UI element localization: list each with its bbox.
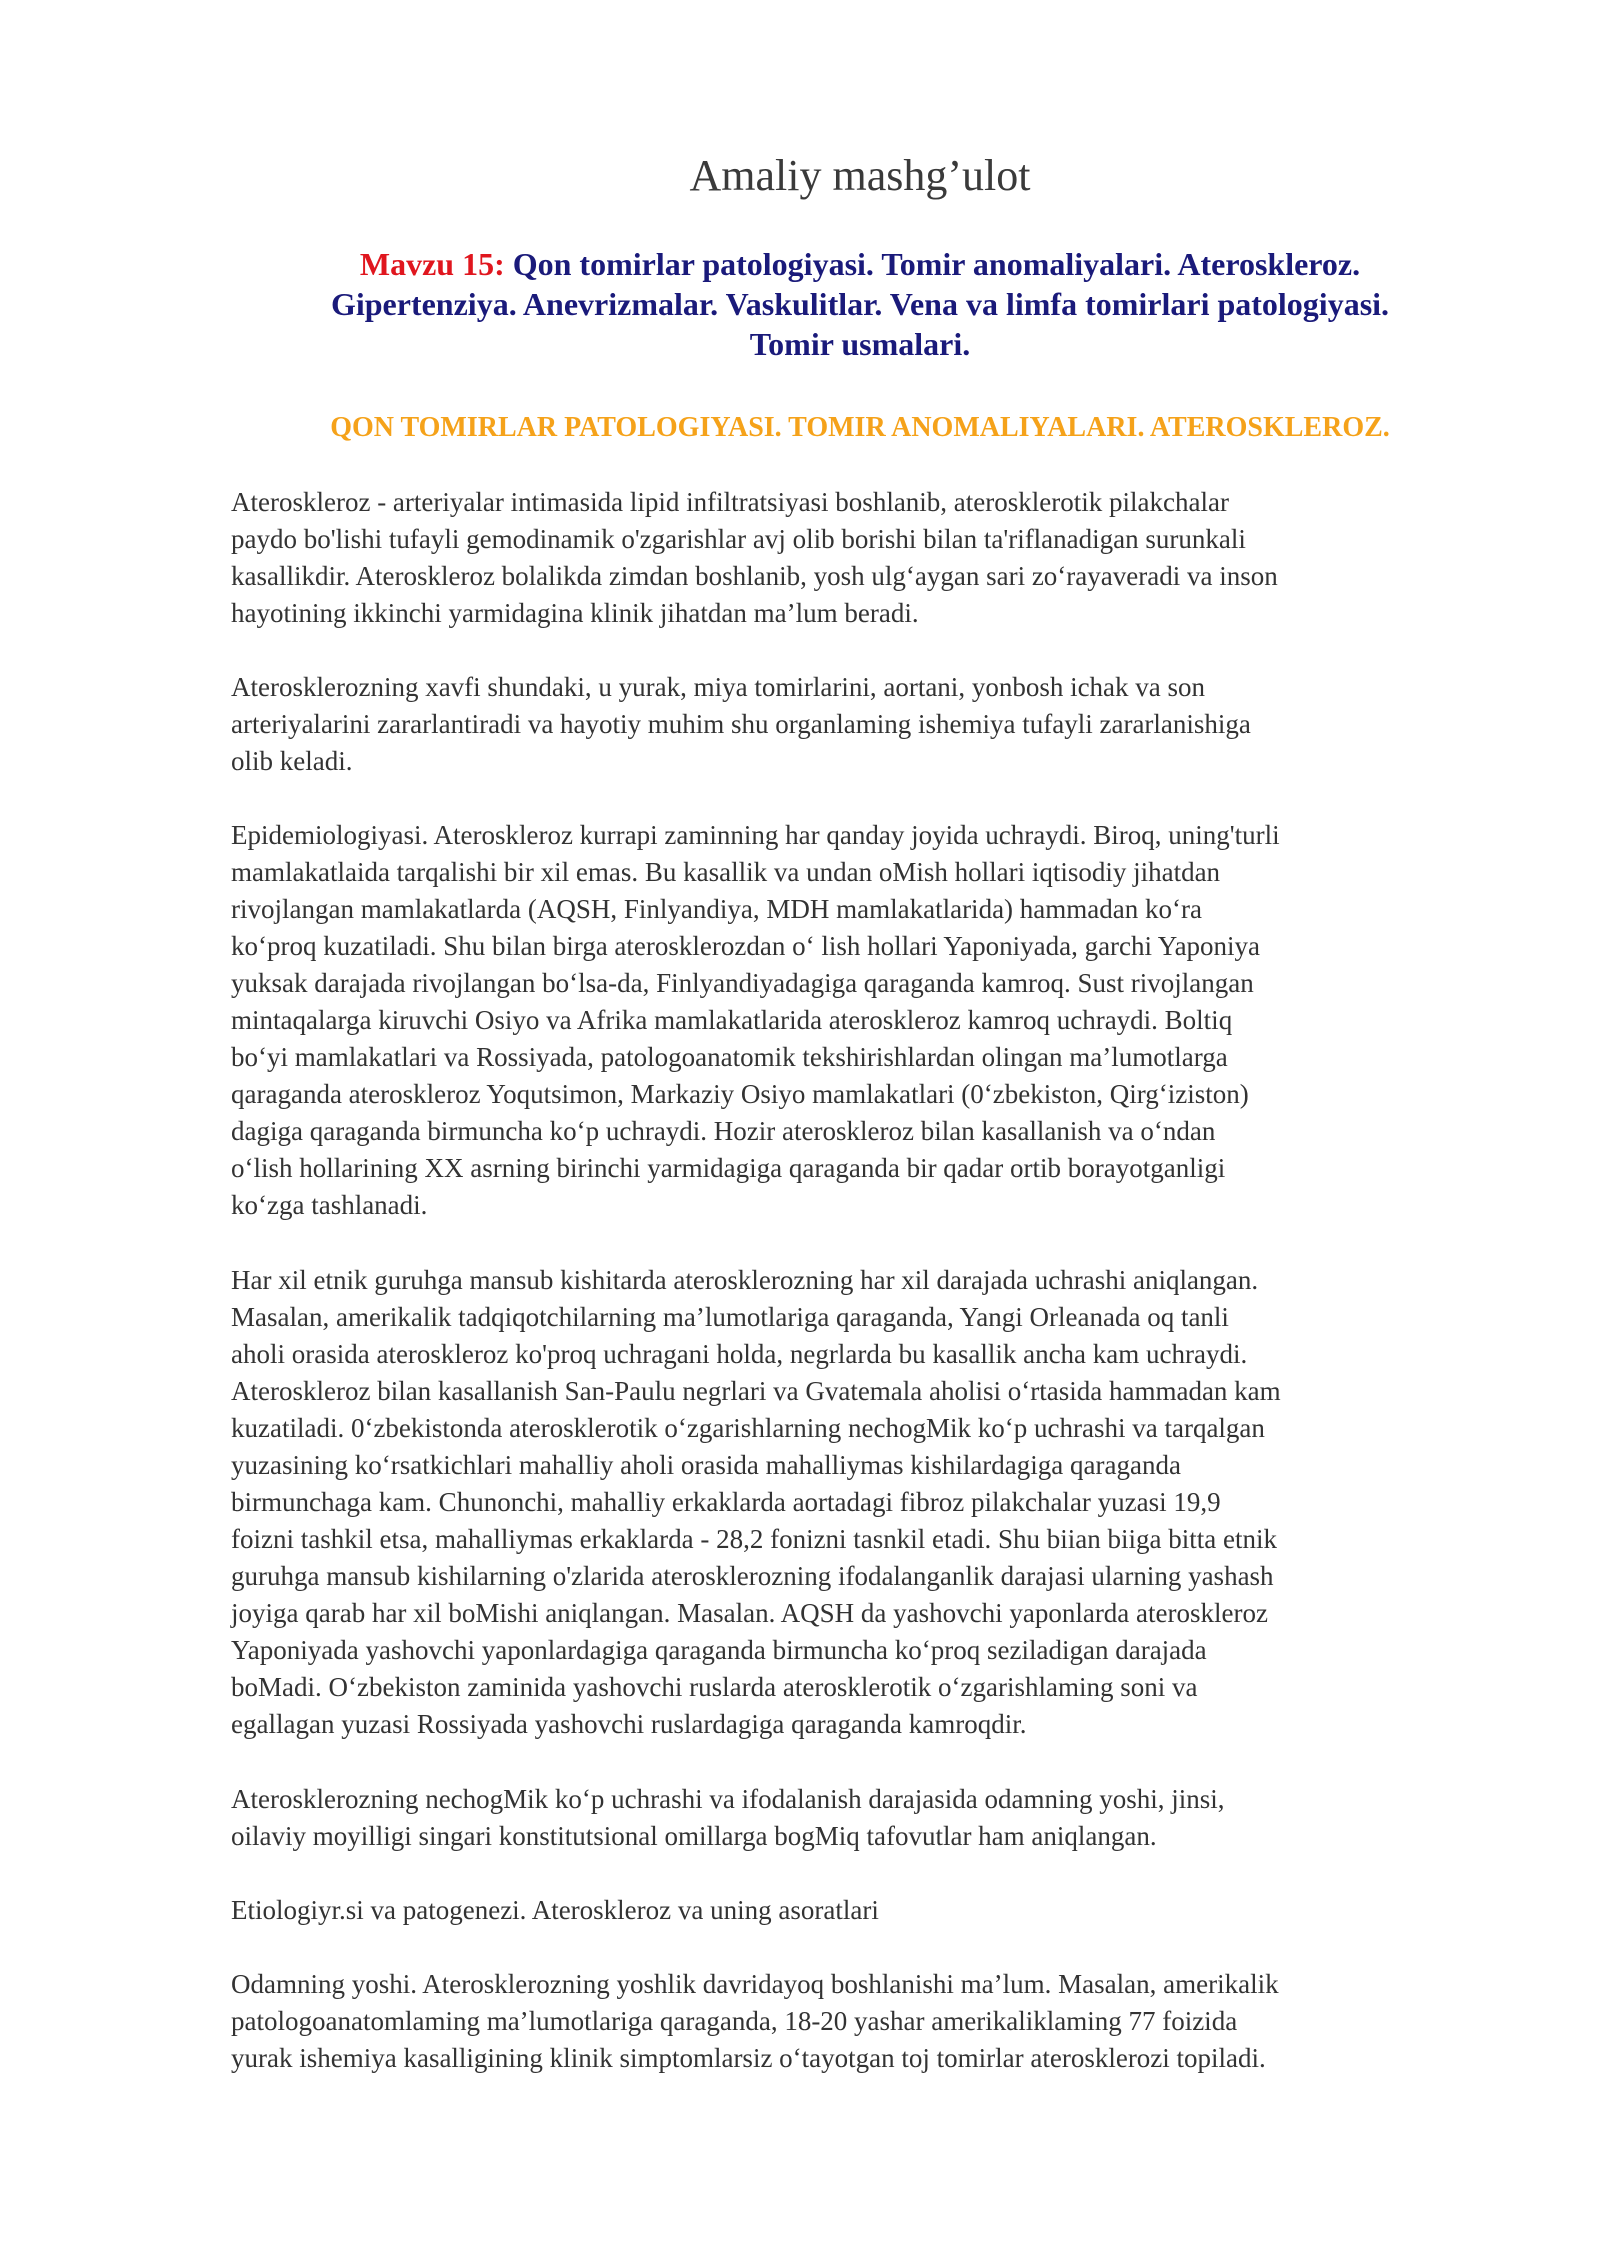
text-line: mamlakatlaida tarqalishi bir xil emas. Bu kasallik va undan oMish hollari iqtisodiy jihatdan [231, 857, 1221, 887]
topic-line: Tomir usmalari. [749, 326, 971, 362]
text-line: o‘lish hollarining XX asrning birinchi yarmidagiga qaraganda bir qadar ortib borayotganligi [231, 1153, 1226, 1183]
text-line: yurak ishemiya kasalligining klinik simptomlarsiz o‘tayotgan toj tomirlar aterosklerozi topiladi. [231, 2043, 1266, 2073]
text-line: oilaviy moyilligi singari konstitutsional omillarga bogMiq tafovutlar ham aniqlangan. [231, 1821, 1157, 1851]
text-line: olib keladi. [231, 746, 353, 776]
topic-label: Mavzu 15: [359, 246, 505, 282]
topic-line: Qon tomirlar patologiyasi. Tomir anomaliyalari. Ateroskleroz. [512, 246, 1361, 282]
text-line: Aterosklerozning xavfi shundaki, u yurak, miya tomirlarini, aortani, yonbosh ichak va son [231, 672, 1206, 702]
text-line: rivojlangan mamlakatlarda (AQSH, Finlyandiya, MDH mamlakatlarida) hammadan ko‘ra [231, 894, 1202, 924]
text-line: boMadi. O‘zbekiston zaminida yashovchi ruslarda aterosklerotik o‘zgarishlaming soni va [231, 1672, 1198, 1702]
paragraph-epidemiology [231, 817, 1531, 1224]
text-line: guruhga mansub kishilarning o'zlarida aterosklerozning ifodalanganlik darajasi ularning yashash [231, 1561, 1274, 1591]
text-line: joyiga qarab har xil boMishi aniqlangan. Masalan. AQSH da yashovchi yaponlarda ateroskleroz [231, 1598, 1268, 1628]
section-heading: QON TOMIRLAR PATOLOGIYASI. TOMIR ANOMALIYALARI. ATEROSKLEROZ. [330, 412, 1390, 443]
text-line: foizni tashkil etsa, mahalliymas erkaklarda - 28,2 fonizni tasnkil etadi. Shu biian biiga bitta etnik [231, 1524, 1277, 1554]
text-line: Aterosklerozning nechogMik ko‘p uchrashi va ifodalanish darajasida odamning yoshi, jinsi, [231, 1784, 1225, 1814]
text-line: Epidemiologiyasi. Ateroskleroz kurrapi zaminning har qanday joyida uchraydi. Biroq, uning'turli [231, 820, 1280, 850]
paragraph-factors [231, 1781, 1531, 1855]
text-line: Etiologiyr.si va patogenezi. Ateroskleroz va uning asoratlari [231, 1895, 879, 1925]
paragraph-age [231, 1966, 1531, 2077]
text-line: aholi orasida ateroskleroz ko'proq uchragani holda, negrlarda bu kasallik ancha kam uchraydi. [231, 1339, 1248, 1369]
text-line: yuzasining ko‘rsatkichlari mahalliy aholi orasida mahalliymas kishilardagiga qaraganda [231, 1450, 1181, 1480]
text-line: Yaponiyada yashovchi yaponlardagiga qaraganda birmuncha ko‘proq seziladigan darajada [231, 1635, 1207, 1665]
paragraph-danger [231, 669, 1531, 780]
text-line: hayotining ikkinchi yarmidagina klinik jihatdan ma’lum beradi. [231, 598, 919, 628]
text-line: paydo bo'lishi tufayli gemodinamik o'zgarishlar avj olib borishi bilan ta'riflanadigan surunkali [231, 524, 1246, 554]
text-line: bo‘yi mamlakatlari va Rossiyada, patologoanatomik tekshirishlardan olingan ma’lumotlarga [231, 1042, 1228, 1072]
text-line: yuksak darajada rivojlangan bo‘lsa-da, Finlyandiyadagiga qaraganda kamroq. Sust rivojlangan [231, 968, 1254, 998]
text-line: dagiga qaraganda birmuncha ko‘p uchraydi. Hozir ateroskleroz bilan kasallanish va o‘ndan [231, 1116, 1216, 1146]
topic-line: Gipertenziya. Anevrizmalar. Vaskulitlar. Vena va limfa tomirlari patologiyasi. [330, 286, 1390, 322]
text-line: ko‘proq kuzatiladi. Shu bilan birga aterosklerozdan o‘ lish hollari Yaponiyada, garchi Yaponiya [231, 931, 1261, 961]
text-line: mintaqalarga kiruvchi Osiyo va Afrika mamlakatlarida ateroskleroz kamroq uchraydi. Boltiq [231, 1005, 1233, 1035]
text-line: Ateroskleroz - arteriyalar intimasida lipid infiltratsiyasi boshlanib, aterosklerotik pilakchalar [231, 487, 1229, 517]
text-line: kasallikdir. Ateroskleroz bolalikda zimdan boshlanib, yosh ulg‘aygan sari zo‘rayaveradi va inson [231, 561, 1278, 591]
text-line: birmunchaga kam. Chunonchi, mahalliy erkaklarda aortadagi fibroz pilakchalar yuzasi 19,9 [231, 1487, 1221, 1517]
paragraph-ethnic [231, 1262, 1531, 1743]
text-line: patologoanatomlaming ma’lumotlariga qaraganda, 18-20 yashar amerikaliklaming 77 foizida [231, 2006, 1238, 2036]
text-line: ko‘zga tashlanadi. [231, 1190, 428, 1220]
topic-heading [230, 244, 1490, 364]
text-line: Har xil etnik guruhga mansub kishitarda aterosklerozning har xil darajada uchrashi aniqlangan. [231, 1265, 1259, 1295]
paragraph-etiology [231, 1892, 1531, 1929]
text-line: Odamning yoshi. Aterosklerozning yoshlik davridayoq boshlanishi ma’lum. Masalan, amerikalik [231, 1969, 1279, 1999]
text-line: kuzatiladi. 0‘zbekistonda aterosklerotik o‘zgarishlarning nechogMik ko‘p uchrashi va tarqalgan [231, 1413, 1265, 1443]
text-line: arteriyalarini zararlantiradi va hayotiy muhim shu organlaming ishemiya tufayli zararlanishiga [231, 709, 1251, 739]
text-line: Masalan, amerikalik tadqiqotchilarning ma’lumotlariga qaraganda, Yangi Orleanada oq tanli [231, 1302, 1229, 1332]
text-line: qaraganda ateroskleroz Yoqutsimon, Markaziy Osiyo mamlakatlari (0‘zbekiston, Qirg‘iziston) [231, 1079, 1249, 1109]
text-line: Ateroskleroz bilan kasallanish San-Paulu negrlari va Gvatemala aholisi o‘rtasida hammadan kam [231, 1376, 1281, 1406]
page-title: Amaliy mashg’ulot [689, 151, 1031, 200]
paragraph-definition [231, 484, 1531, 632]
text-line: egallagan yuzasi Rossiyada yashovchi ruslardagiga qaraganda kamroqdir. [231, 1709, 1027, 1739]
